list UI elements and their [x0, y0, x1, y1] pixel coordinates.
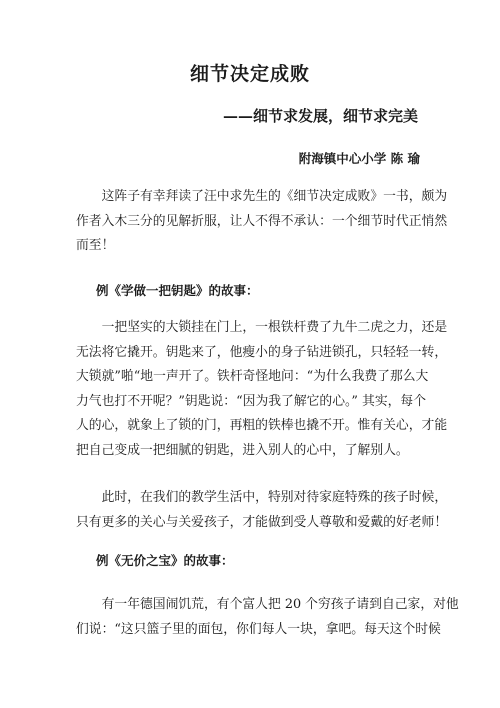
reflection-paragraph — [76, 486, 448, 535]
text-line: 把自己变成一把细腻的钥匙，进入别人的心中，了解别人。 — [76, 442, 409, 458]
page-title: 细节决定成败 — [189, 63, 310, 85]
text-line: 一把坚实的大锁挂在门上，一根铁杆费了九牛二虎之力，还是 — [101, 320, 448, 335]
text-line: 力气也打不开呢？”钥匙说：“因为我了解它的心。” 其实，每个 — [76, 393, 427, 409]
story1-paragraph — [76, 316, 448, 463]
text-line: 只有更多的关心与关爱孩子，才能做到受人尊敬和爱戴的好老师！ — [76, 514, 448, 530]
story1-heading: 例《学做一把钥匙》的故事： — [96, 283, 259, 298]
text-line: 而至！ — [76, 238, 115, 253]
text-line: 无法将它撬开。钥匙来了，他瘦小的身子钻进锁孔，只轻轻一转， — [76, 344, 448, 360]
story2-paragraph — [76, 593, 459, 642]
text-line: 们说：“这只篮子里的面包，你们每人一块，拿吧。每天这个时候 — [76, 621, 441, 637]
author-line: 附海镇中心小学 陈 瑜 — [298, 151, 420, 166]
text-line: 大锁就”啪“地一声开了。铁杆奇怪地问：“为什么我费了那么大 — [76, 369, 429, 384]
text-line: 这阵子有幸拜读了汪中求先生的《细节决定成败》一书，颇为 — [101, 189, 448, 204]
intro-paragraph — [76, 185, 448, 259]
text-line: 有一年德国闹饥荒，有个富人把 20 个穷孩子请到自己家，对他 — [101, 597, 459, 612]
text-line: 人的心，就象上了锁的门，再粗的铁棒也撬不开。惟有关心，才能 — [76, 418, 448, 433]
story2-heading: 例《无价之宝》的故事： — [96, 553, 234, 568]
text-line: 此时，在我们的教学生活中，特别对待家庭特殊的孩子时候， — [101, 490, 448, 505]
text-line: 作者入木三分的见解折服，让人不得不承认：一个细节时代正悄然 — [76, 213, 448, 229]
page-subtitle: ——细节求发展，细节求完美 — [222, 107, 418, 125]
